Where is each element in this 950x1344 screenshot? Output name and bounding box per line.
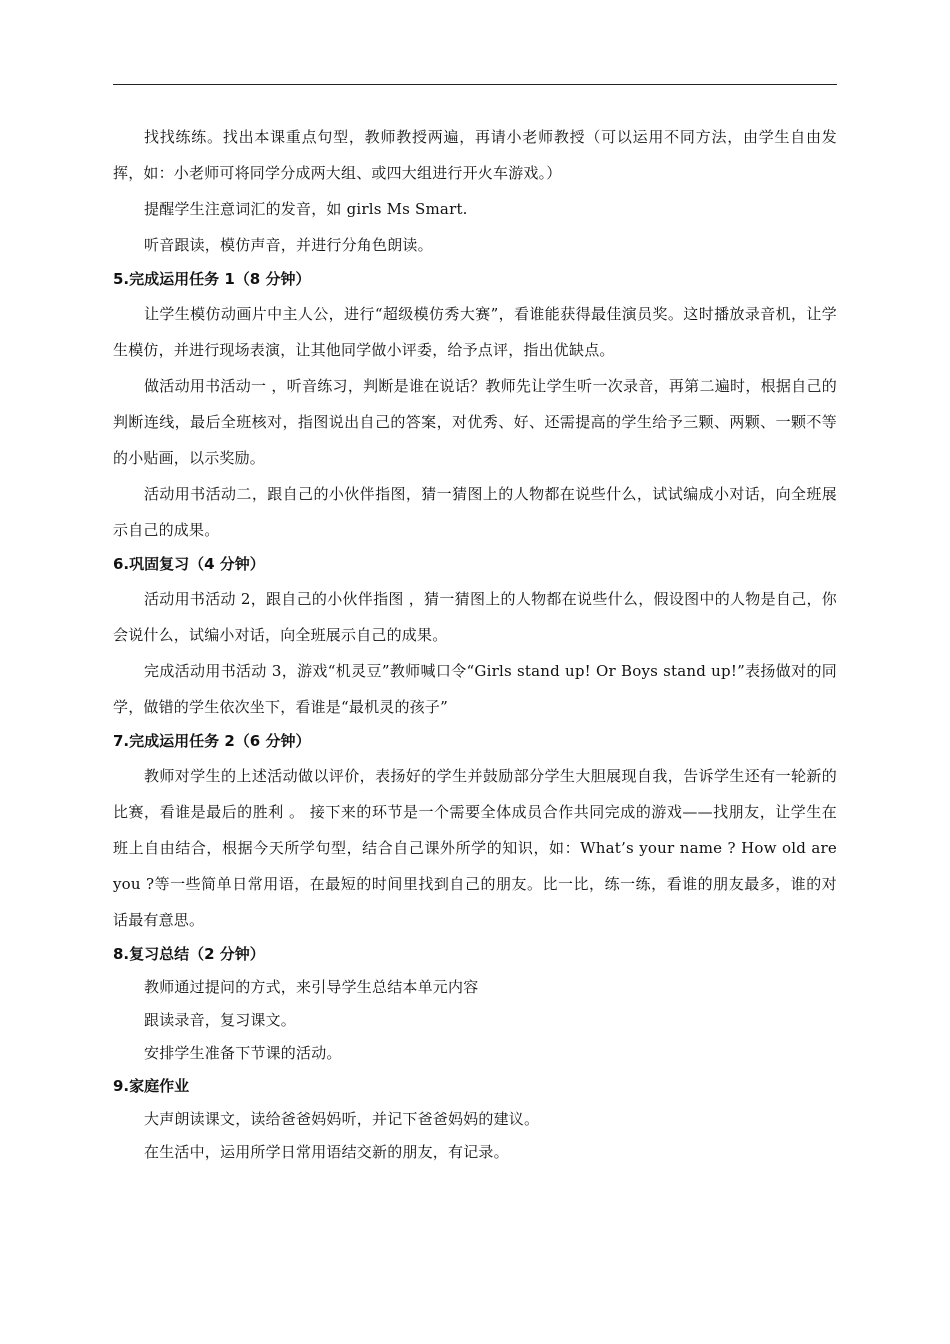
paragraph: 提醒学生注意词汇的发音，如 girls Ms Smart.	[144, 200, 468, 218]
paragraph: 完成活动用书活动 3，游戏“机灵豆”教师喊口令“Girls stand up! Or Boys stand up!”表扬做对的同学，做错的学生依次坐下，看谁是“最机灵的孩子”	[113, 662, 837, 716]
paragraph: 教师通过提问的方式，来引导学生总结本单元内容	[144, 978, 479, 996]
section-heading: 8.复习总结（2 分钟）	[113, 945, 265, 963]
paragraph: 在生活中，运用所学日常用语结交新的朋友，有记录。	[144, 1143, 509, 1161]
paragraph: 听音跟读，模仿声音，并进行分角色朗读。	[144, 236, 433, 254]
paragraph: 大声朗读课文，读给爸爸妈妈听，并记下爸爸妈妈的建议。	[144, 1110, 540, 1128]
section-heading: 5.完成运用任务 1（8 分钟）	[113, 270, 311, 288]
paragraph: 活动用书活动 2，跟自己的小伙伴指图 ，猜一猜图上的人物都在说些什么，假设图中的人物是自己，你会说什么，试编小对话，向全班展示自己的成果。	[113, 590, 837, 644]
section-heading: 9.家庭作业	[113, 1077, 190, 1095]
paragraph: 活动用书活动二，跟自己的小伙伴指图，猜一猜图上的人物都在说些什么，试试编成小对话，向全班展示自己的成果。	[113, 485, 837, 539]
section-heading: 6.巩固复习（4 分钟）	[113, 555, 265, 573]
header-rule	[113, 84, 837, 85]
section-heading: 7.完成运用任务 2（6 分钟）	[113, 732, 311, 750]
paragraph: 教师对学生的上述活动做以评价，表扬好的学生并鼓励部分学生大胆展现自我，告诉学生还有一轮新的比赛，看谁是最后的胜利 。 接下来的环节是一个需要全体成员合作共同完成的游戏——找朋友，让学生在班上自由结合，根据今天所学句型，结合自己课外所学的知识，如：What’s your name ? How old are you ?等一些简单日常用语，在最短的时间里找到自己的朋友。比一比，练一练，看谁的朋友最多，谁的对话最有意思。	[113, 767, 837, 929]
document-body	[113, 119, 837, 1169]
paragraph: 让学生模仿动画片中主人公，进行“超级模仿秀大赛”，看谁能获得最佳演员奖。这时播放录音机，让学生模仿，并进行现场表演，让其他同学做小评委，给予点评，指出优缺点。	[113, 305, 837, 359]
paragraph: 找找练练。找出本课重点句型，教师教授两遍，再请小老师教授（可以运用不同方法，由学生自由发挥，如：小老师可将同学分成两大组、或四大组进行开火车游戏。）	[113, 128, 837, 182]
paragraph: 安排学生准备下节课的活动。	[144, 1044, 342, 1062]
paragraph: 跟读录音，复习课文。	[144, 1011, 297, 1029]
paragraph: 做活动用书活动一 ，听音练习，判断是谁在说话？教师先让学生听一次录音，再第二遍时，根据自己的判断连线，最后全班核对，指图说出自己的答案，对优秀、好、还需提高的学生给予三颗、两颗、一颗不等的小贴画，以示奖励。	[113, 377, 837, 467]
